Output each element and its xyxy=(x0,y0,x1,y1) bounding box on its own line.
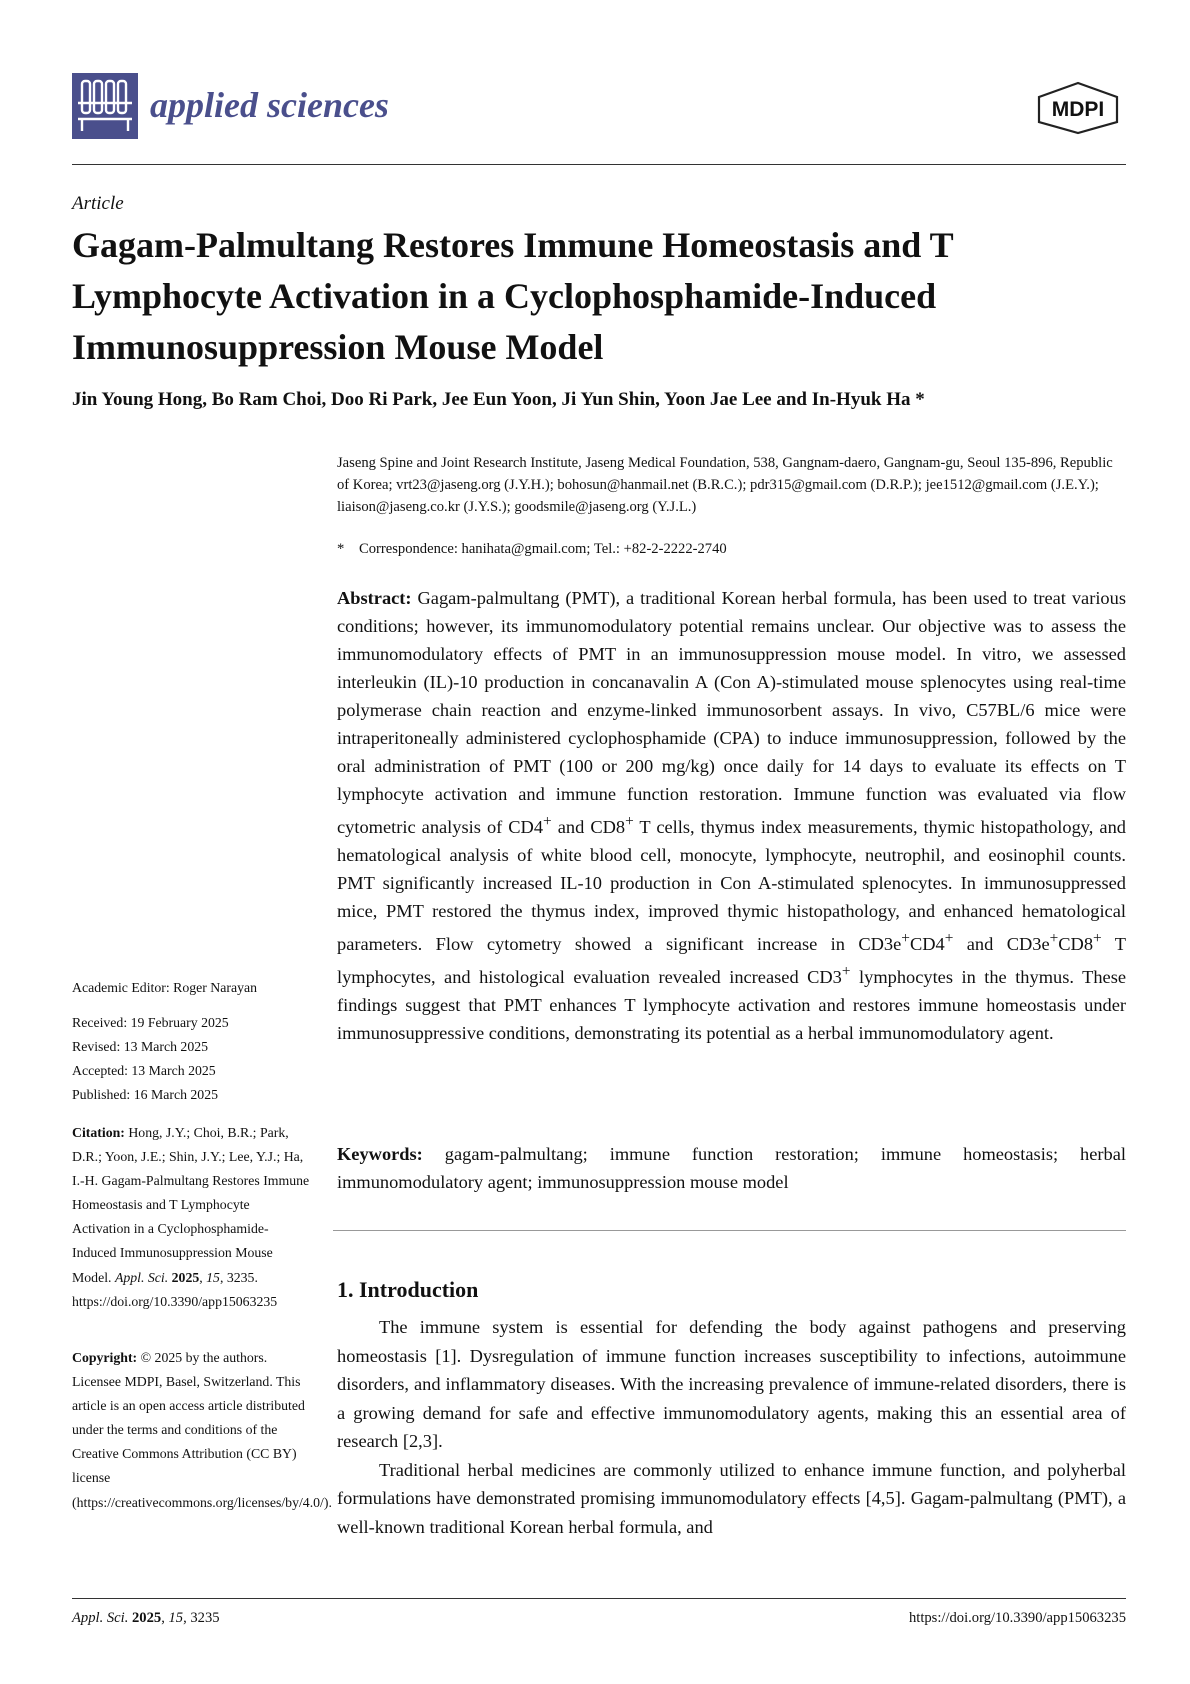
copyright xyxy=(72,1346,332,1515)
footer-volume: 15 xyxy=(168,1610,184,1626)
accepted-date: Accepted: 13 March 2025 xyxy=(72,1063,216,1078)
revised-date: Revised: 13 March 2025 xyxy=(72,1039,209,1054)
abstract-divider xyxy=(333,1230,1126,1231)
citation-text: Hong, J.Y.; Choi, B.R.; Park, D.R.; Yoon, J.E.; Shin, J.Y.; Lee, Y.J.; Ha, I.-H. Gagam-Palmultang Restores Immune Homeostasis and T Lymphocyte Activation in a Cyclophosphamide-Induced Immunosuppression Mouse Model. xyxy=(72,1125,310,1285)
correspondence xyxy=(337,538,1127,560)
mdpi-hexagon-icon xyxy=(1033,80,1123,136)
author-list: Jin Young Hong, Bo Ram Choi, Doo Ri Park, Jee Eun Yoon, Ji Yun Shin, Yoon Jae Lee and In-Hyuk Ha * xyxy=(72,389,925,410)
mdpi-logo-text: MDPI xyxy=(1051,98,1105,121)
superscript: + xyxy=(1049,930,1059,948)
superscript: + xyxy=(944,930,954,948)
abstract-text: lymphocytes in the thymus. These findings suggest that PMT enhances T lymphocyte activation and restores immune homeostasis under immunosuppressive conditions, demonstrating its potential as a herbal immunomodulatory agent. xyxy=(337,967,1127,1044)
affiliation-text: Jaseng Spine and Joint Research Institute, Jaseng Medical Foundation, 538, Gangnam-daero, Gangnam-gu, Seoul 135-896, Republic of Korea; vrt23@jaseng.org (J.Y.H.); bohosun@hanmail.net (B.R.C.); pdr315@gmail.com (D.R.P.); jee1512@gmail.com (J.E.Y.); liaison@jaseng.co.kr (J.Y.S.); goodsmile@jaseng.org (Y.J.L.) xyxy=(337,455,1113,515)
academic-editor: Academic Editor: Roger Narayan xyxy=(72,980,258,995)
footer-divider xyxy=(72,1598,1126,1599)
keywords-label: Keywords: xyxy=(337,1144,423,1164)
keywords-text: gagam-palmultang; immune function restoration; immune homeostasis; herbal immunomodulatory agent; immunosuppression mouse model xyxy=(337,1144,1126,1192)
citation: Citation: Hong, J.Y.; Choi, B.R.; Park, D.R.; Yoon, J.E.; Shin, J.Y.; Lee, Y.J.; Ha, I.-H. Gagam-Palmultang Restores Immune Homeostasis and T Lymphocyte Activation in a Cyclophosphamide-Induced Immunosuppression Mouse Model. Appl. Sci. 2025, 15, 3235. https://doi.org/10.3390/app15063235 xyxy=(72,1125,310,1309)
abstract-text: CD8 xyxy=(1058,934,1094,955)
citation-doi[interactable]: , 3235. https://doi.org/10.3390/app15063235 xyxy=(72,1269,278,1309)
abstract-text: and CD8 xyxy=(551,817,626,838)
introduction-body xyxy=(337,1313,1126,1541)
copyright-label: Copyright: xyxy=(72,1350,138,1365)
publication-dates xyxy=(72,1011,310,1107)
abstract-label: Abstract: xyxy=(337,588,412,608)
superscript: + xyxy=(543,813,552,830)
superscript: + xyxy=(625,813,634,830)
header-divider xyxy=(72,164,1126,165)
keywords xyxy=(337,1140,1126,1196)
received-date: Received: 19 February 2025 xyxy=(72,1015,229,1030)
superscript: + xyxy=(841,963,851,981)
copyright-text: © 2025 by the authors. Licensee MDPI, Basel, Switzerland. This article is an open access article distributed under the terms and conditions of the Creative Commons Attribution (CC BY) license (https://creativecommons.org/licenses/by/4.0/). xyxy=(72,1350,332,1510)
abstract-text: Gagam-palmultang (PMT), a traditional Korean herbal formula, has been used to treat various conditions; however, its immunomodulatory potential remains unclear. Our objective was to assess the immunomodulatory effects of PMT in an immunosuppression mouse model. In vitro, we assessed interleukin (IL)-10 production in concanavalin A (Con A)-stimulated mouse splenocytes using real-time polymerase chain reaction and enzyme-linked immunosorbent assays. In vivo, C57BL/6 mice were intraperitoneally administered cyclophosphamide (CPA) to induce immunosuppression, followed by the oral administration of PMT (100 or 200 mg/kg) once daily for 14 days to evaluate its effects on T lymphocyte activation and immune function restoration. Immune function was evaluated via flow cytometric analysis of CD4 xyxy=(337,588,1126,838)
abstract-text: and CD3e xyxy=(953,934,1050,955)
superscript: + xyxy=(1093,930,1102,948)
flask-rack-icon xyxy=(72,73,138,139)
mdpi-logo[interactable] xyxy=(1033,80,1123,136)
article-type: Article xyxy=(72,193,124,214)
abstract-text: T lymphocytes, and histological evaluation revealed increased CD3 xyxy=(337,934,1126,988)
correspondence-star: * xyxy=(337,541,345,557)
paragraph: Traditional herbal medicines are commonly utilized to enhance immune function, and polyherbal formulations have demonstrated promising immunomodulatory effects [4,5]. Gagam-palmultang (PMT), a well-known traditional Korean herbal formula, and xyxy=(337,1459,1126,1537)
footer-article-number: , 3235 xyxy=(183,1610,220,1626)
journal-name[interactable]: applied sciences xyxy=(150,85,389,125)
footer-doi-link[interactable]: https://doi.org/10.3390/app15063235 xyxy=(908,1610,1126,1626)
superscript: + xyxy=(901,930,910,948)
published-date: Published: 16 March 2025 xyxy=(72,1087,219,1102)
paragraph: The immune system is essential for defending the body against pathogens and preserving homeostasis [1]. Dysregulation of immune function increases susceptibility to infections, autoimmune disorders, and inflammatory diseases. With the increasing prevalence of immune-related disorders, there is a growing demand for safe and effective immunomodulatory agents, making this an essential area of research [2,3]. xyxy=(337,1317,1126,1451)
correspondence-text: Correspondence: hanihata@gmail.com; Tel.: +82-2-2222-2740 xyxy=(359,541,727,557)
journal-logo xyxy=(72,73,138,139)
citation-volume: 15 xyxy=(206,1269,220,1285)
paper-title: Gagam-Palmultang Restores Immune Homeostasis and T Lymphocyte Activation in a Cyclophosphamide-Induced Immunosuppression Mouse Model xyxy=(72,225,954,367)
footer-journal: Appl. Sci. xyxy=(72,1610,129,1626)
footer-year: 2025 xyxy=(132,1610,162,1626)
abstract-text: T cells, thymus index measurements, thymic histopathology, and hematological analysis of white blood cell, monocyte, lymphocyte, neutrophil, and eosinophil counts. PMT significantly increased IL-10 production in Con A-stimulated splenocytes. In immunosuppressed mice, PMT restored the thymus index, improved thymic histopathology, and enhanced hematological parameters. Flow cytometry showed a significant increase in CD3e xyxy=(337,817,1126,955)
citation-year: 2025 xyxy=(171,1269,200,1285)
abstract xyxy=(337,584,1126,1047)
citation-journal: Appl. Sci. xyxy=(114,1269,169,1285)
footer-citation: Appl. Sci. 2025, 15, 3235 xyxy=(72,1610,220,1626)
citation-label: Citation: xyxy=(72,1125,125,1140)
affiliation xyxy=(337,452,1127,518)
abstract-text: CD4 xyxy=(909,934,945,955)
section-heading-introduction: 1. Introduction xyxy=(337,1277,479,1302)
